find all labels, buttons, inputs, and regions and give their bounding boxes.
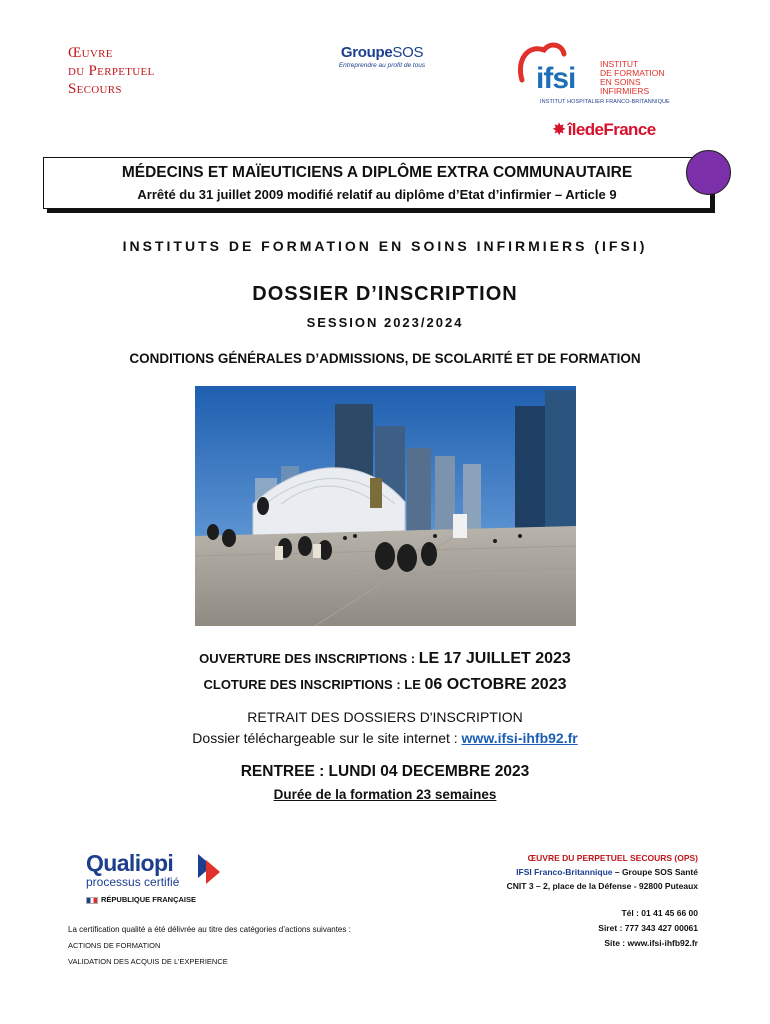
certification-intro: La certification qualité a été délivrée au titre des catégories d’actions suivantes :: [68, 925, 351, 934]
website-link[interactable]: www.ifsi-ihfb92.fr: [461, 730, 578, 746]
idf-logo-bold: îlede: [567, 120, 604, 139]
qualiopi-logo: [86, 850, 226, 910]
footer-ifsi-group: – Groupe SOS Santé: [612, 867, 698, 877]
oeuvre-line-3: Secours: [68, 81, 122, 97]
session-label: SESSION 2023/2024: [306, 315, 464, 330]
footer-ifsi-name: IFSI Franco-Britannique: [516, 867, 613, 877]
photo-illustration: [195, 386, 576, 626]
ifsi-line-1: INSTITUT: [600, 59, 639, 69]
qualiopi-name: Qualiopi: [86, 850, 174, 876]
cloture-label: CLOTURE DES INSCRIPTIONS : LE: [203, 677, 425, 692]
ifsi-logo: [514, 40, 684, 112]
oeuvre-logo: [68, 44, 155, 98]
ifsi-line-4: INFIRMIERS: [600, 86, 650, 96]
iledefrance-logo: [552, 120, 656, 140]
ifsi-word: ifsi: [536, 62, 576, 95]
certification-text: [68, 922, 351, 970]
footer-org: ŒUVRE DU PERPETUEL SECOURS (OPS): [527, 853, 698, 863]
qualiopi-arrows-icon: [198, 854, 222, 890]
ouverture-label: OUVERTURE DES INSCRIPTIONS :: [199, 651, 419, 666]
instituts-heading: INSTITUTS DE FORMATION EN SOINS INFIRMIERS (IFSI): [122, 238, 648, 254]
title-line-2: Arrêté du 31 juillet 2009 modifié relatif au diplôme d’Etat d’infirmier – Article 9: [137, 187, 617, 202]
rentree-heading: RENTREE : LUNDI 04 DECEMBRE 2023: [240, 763, 530, 780]
footer-contact: [598, 906, 698, 951]
oeuvre-line-2: du Perpetuel: [68, 63, 155, 79]
republique-label: [86, 895, 226, 904]
republique-text: RÉPUBLIQUE FRANÇAISE: [101, 895, 197, 904]
certification-item-1: ACTIONS DE FORMATION: [68, 941, 161, 950]
download-text: Dossier téléchargeable sur le site internet :: [192, 730, 462, 746]
footer-tel: Tél : 01 41 45 66 00: [621, 908, 698, 918]
groupesos-name: [326, 44, 438, 61]
oeuvre-line-1: Œuvre: [68, 45, 113, 61]
ifsi-line-3: EN SOINS: [600, 77, 641, 87]
groupesos-tagline: Entreprendre au profit de tous: [338, 62, 426, 69]
french-flag-icon: [86, 897, 98, 904]
download-line: [0, 730, 770, 746]
footer-siret: Siret : 777 343 427 00061: [598, 923, 698, 933]
cloture-date: 06 OCTOBRE 2023: [424, 676, 567, 693]
groupesos-name-bold: Groupe: [340, 44, 393, 61]
ifsi-subtitle: INSTITUT HOSPITALIER FRANCO-BRITANNIQUE: [540, 99, 670, 105]
groupesos-name-light: SOS: [392, 44, 424, 61]
footer-ifsi: [507, 865, 698, 879]
title-line-1: MÉDECINS ET MAÏEUTICIENS A DIPLÔME EXTRA COMMUNAUTAIRE: [121, 164, 633, 181]
duree-text: Durée de la formation 23 semaines: [273, 787, 497, 802]
footer-site: Site : www.ifsi-ihfb92.fr: [604, 938, 698, 948]
idf-star-icon: ✸: [552, 120, 566, 139]
title-box: [43, 157, 711, 209]
conditions-heading: CONDITIONS GÉNÉRALES D’ADMISSIONS, DE SCOLARITÉ ET DE FORMATION: [129, 351, 641, 366]
purple-circle-icon: [686, 150, 731, 195]
qualiopi-subtitle: processus certifié: [86, 875, 180, 889]
ouverture-line: [0, 650, 770, 668]
ifsi-lines: [600, 60, 665, 96]
idf-logo-end: France: [603, 120, 656, 139]
cloture-line: [0, 676, 770, 694]
retrait-heading: RETRAIT DES DOSSIERS D'INSCRIPTION: [247, 709, 523, 725]
certification-item-2: VALIDATION DES ACQUIS DE L’EXPERIENCE: [68, 957, 228, 966]
dossier-title: DOSSIER D’INSCRIPTION: [252, 283, 518, 305]
groupesos-logo: [326, 44, 438, 69]
ifsi-line-2: DE FORMATION: [600, 68, 665, 78]
ouverture-date: LE 17 JUILLET 2023: [418, 650, 571, 667]
la-defense-photo: [195, 386, 576, 626]
footer-address: CNIT 3 – 2, place de la Défense - 92800 Puteaux: [506, 881, 698, 891]
footer-organisation: [507, 851, 698, 893]
